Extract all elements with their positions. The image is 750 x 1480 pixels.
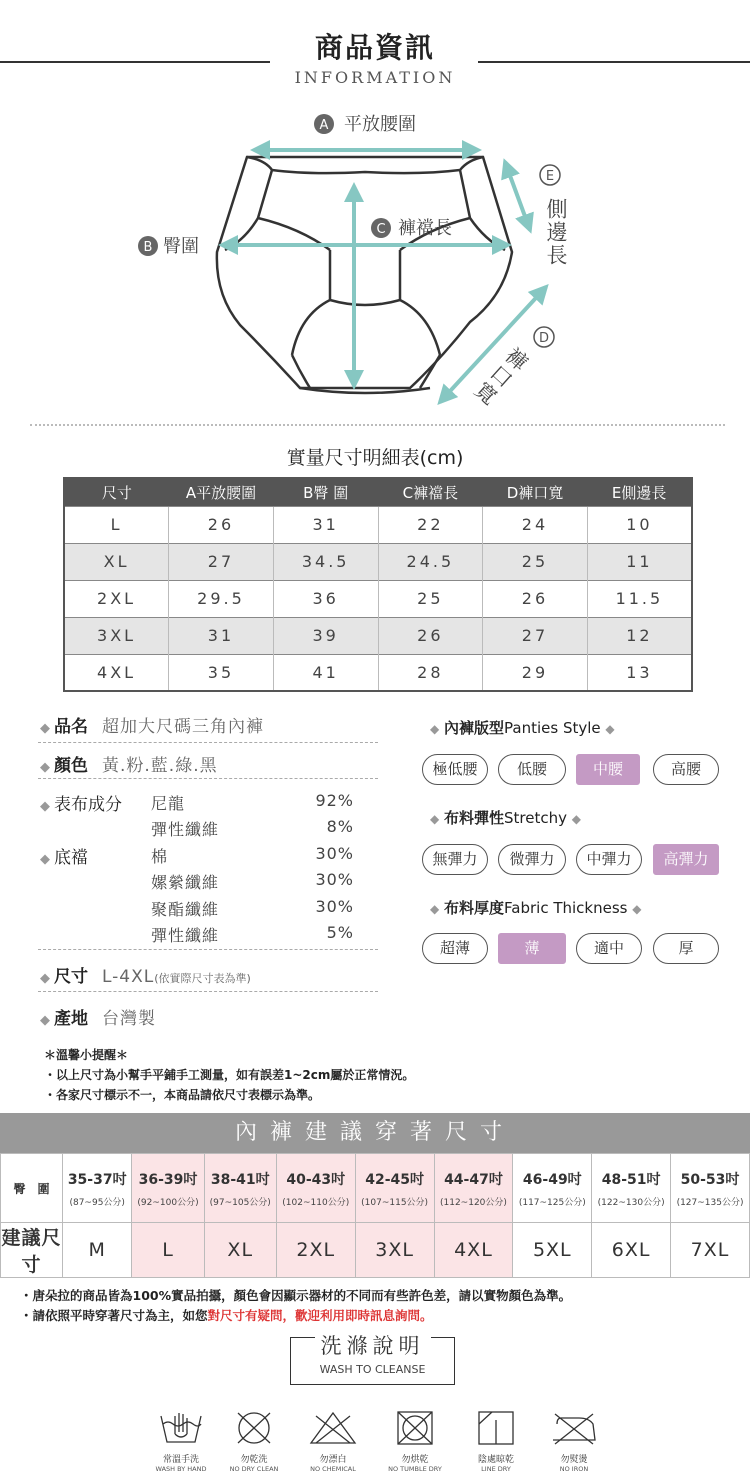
hip-cell: 50-53吋 (127~135公分): [671, 1154, 750, 1223]
table-cell: 36: [273, 580, 378, 617]
product-name-value: 超加大尺碼三角內褲: [102, 717, 264, 737]
hip-cell: 44-47吋 (112~120公分): [434, 1154, 513, 1223]
material-name: 尼龍: [151, 794, 186, 813]
hip-cell: 38-41吋 (97~105公分): [204, 1154, 276, 1223]
thickness-option: 厚: [653, 933, 719, 964]
table-cell: 11: [587, 543, 692, 580]
table-row: [64, 580, 692, 617]
thickness-option-selected: 薄: [498, 933, 566, 964]
hip-cell: 40-43吋 (102~110公分): [276, 1154, 355, 1223]
product-color-label: 顏色: [54, 756, 88, 776]
table-cell: 4XL: [64, 654, 169, 691]
wash-title: 洗滌說明: [315, 1330, 431, 1360]
table-cell: 29: [483, 654, 588, 691]
recommend-title: 內褲建議穿著尺寸: [0, 1113, 750, 1153]
table-cell: 2XL: [64, 580, 169, 617]
material-name: 棉: [151, 847, 169, 866]
letter-a: A: [319, 118, 329, 133]
hip-cell: 46-49吋 (117~125公分): [513, 1154, 592, 1223]
diamond-icon: ◆: [40, 1013, 50, 1028]
label-e: 側邊長: [544, 198, 568, 267]
divider: [38, 778, 378, 779]
table-cell: 22: [378, 506, 483, 543]
size-cell: 7XL: [671, 1223, 750, 1278]
wash-title-box: [290, 1334, 455, 1385]
table-cell: 26: [378, 617, 483, 654]
material-pct: 30%: [315, 870, 354, 889]
header-cell: D褲口寬: [483, 478, 588, 506]
letter-e: E: [545, 169, 555, 184]
panties-measure-diagram: [0, 100, 750, 420]
material-name: 彈性纖維: [151, 820, 220, 839]
footer-note: ・請依照平時穿著尺寸為主，如您對尺寸有疑問，歡迎利用即時訊息詢問。: [20, 1308, 433, 1323]
hip-label: 臀 圍: [1, 1154, 63, 1223]
recommend-table: [0, 1153, 750, 1278]
material-name: 嫘縈纖維: [151, 873, 220, 892]
letter-a-badge: [314, 114, 334, 134]
table-row: [64, 654, 692, 691]
diamond-icon: ◆: [605, 722, 615, 736]
header-cell: A平放腰圍: [169, 478, 274, 506]
diamond-icon: ◆: [40, 852, 50, 867]
size-cell: 6XL: [592, 1223, 671, 1278]
thickness-section-title: ◆ 布料厚度Fabric Thickness ◆: [430, 899, 642, 917]
rise-section-title: ◆ 內褲版型Panties Style ◆: [430, 719, 615, 737]
material-name: 聚酯纖維: [151, 900, 220, 919]
stretch-option: 無彈力: [422, 844, 488, 875]
label-a: 平放腰圍: [344, 114, 416, 135]
diamond-icon: ◆: [571, 812, 582, 826]
table-cell: 11.5: [587, 580, 692, 617]
table-cell: 31: [273, 506, 378, 543]
table-cell: 25: [483, 543, 588, 580]
stretch-option-selected: 高彈力: [653, 844, 719, 875]
table-cell: L: [64, 506, 169, 543]
size-cell: M: [63, 1223, 132, 1278]
size-cell: 4XL: [434, 1223, 513, 1278]
table-row: [64, 506, 692, 543]
table-cell: XL: [64, 543, 169, 580]
table-cell: 24.5: [378, 543, 483, 580]
size-label: 建議尺寸: [1, 1223, 63, 1278]
material-pct: 8%: [326, 817, 354, 836]
table-cell: 25: [378, 580, 483, 617]
divider: [38, 991, 378, 992]
hip-cell: 48-51吋 (122~130公分): [592, 1154, 671, 1223]
size-table-title: 實量尺寸明細表(cm): [286, 447, 464, 469]
size-row: [40, 962, 251, 987]
stretch-section-title: ◆ 布料彈性Stretchy ◆: [430, 809, 582, 827]
hip-cell: 35-37吋 (87~95公分): [63, 1154, 132, 1223]
rise-option-selected: 中腰: [576, 754, 640, 785]
size-cell: 5XL: [513, 1223, 592, 1278]
divider: [38, 949, 378, 950]
letter-b: B: [143, 240, 153, 255]
header-cell: 尺寸: [64, 478, 169, 506]
table-cell: 10: [587, 506, 692, 543]
diamond-icon: ◆: [430, 902, 440, 916]
label-b: 臀圍: [163, 236, 199, 257]
size-cell: XL: [204, 1223, 276, 1278]
fabric-label: 表布成分: [54, 795, 122, 815]
footer-note: ・唐朵拉的商品皆為100%實品拍攝，顏色會因顯示器材的不同而有些許色差，請以實物顏色為準。: [20, 1288, 572, 1303]
table-cell: 24: [483, 506, 588, 543]
hip-cell: 42-45吋 (107~115公分): [355, 1154, 434, 1223]
stretch-option: 微彈力: [498, 844, 566, 875]
table-cell: 27: [169, 543, 274, 580]
table-cell: 28: [378, 654, 483, 691]
header-cell: E側邊長: [587, 478, 692, 506]
product-color-value: 黃.粉.藍.綠.黑: [102, 756, 218, 776]
diamond-icon: ◆: [430, 812, 440, 826]
no-iron-icon: 勿熨燙 NO IRON: [534, 1410, 614, 1473]
table-cell: 27: [483, 617, 588, 654]
table-cell: 29.5: [169, 580, 274, 617]
product-name-row: [40, 712, 264, 737]
reminder-line: ・各家尺寸標示不一，本商品請依尺寸表標示為準。: [44, 1088, 321, 1102]
reminder-title: ＊溫馨小提醒＊: [44, 1048, 129, 1062]
hand-wash-icon: 常溫手洗 WASH BY HAND: [141, 1410, 221, 1473]
material-pct: 92%: [315, 791, 354, 810]
product-name-label: 品名: [54, 717, 88, 737]
diamond-icon: ◆: [632, 902, 642, 916]
wash-title-en: WASH TO CLEANSE: [319, 1363, 426, 1376]
stretch-option: 中彈力: [576, 844, 642, 875]
no-dry-clean-icon: 勿乾洗 NO DRY CLEAN: [214, 1410, 294, 1473]
size-value: L-4XL: [102, 967, 155, 987]
no-bleach-icon: 勿漂白 NO CHEMICAL: [293, 1410, 373, 1473]
letter-e-badge: [540, 165, 560, 185]
origin-label: 產地: [54, 1009, 88, 1029]
crotch-row: [40, 843, 88, 868]
crotch-label: 底襠: [54, 848, 88, 868]
table-cell: 13: [587, 654, 692, 691]
size-cell: 3XL: [355, 1223, 434, 1278]
origin-value: 台灣製: [102, 1009, 156, 1029]
origin-row: [40, 1004, 156, 1029]
letter-b-badge: [138, 236, 158, 256]
panties-outline: [217, 157, 512, 393]
page-subtitle: INFORMATION: [294, 68, 456, 87]
table-row: [1, 1154, 750, 1223]
table-cell: 34.5: [273, 543, 378, 580]
rise-option: 極低腰: [422, 754, 488, 785]
size-cell: L: [132, 1223, 204, 1278]
table-cell: 35: [169, 654, 274, 691]
header-cell: B臀 圍: [273, 478, 378, 506]
diamond-icon: ◆: [40, 799, 50, 814]
material-pct: 30%: [315, 844, 354, 863]
hip-cell: 36-39吋 (92~100公分): [132, 1154, 204, 1223]
table-cell: 3XL: [64, 617, 169, 654]
diamond-icon: ◆: [430, 722, 440, 736]
line-dry-shade-icon: 陰處晾乾 LINE DRY: [456, 1410, 536, 1473]
table-cell: 26: [169, 506, 274, 543]
header-cell: C褲襠長: [378, 478, 483, 506]
table-cell: 26: [483, 580, 588, 617]
diamond-icon: ◆: [40, 971, 50, 986]
table-cell: 41: [273, 654, 378, 691]
thickness-option: 適中: [576, 933, 642, 964]
diamond-icon: ◆: [40, 760, 50, 775]
table-cell: 12: [587, 617, 692, 654]
table-cell: 39: [273, 617, 378, 654]
letter-c: C: [376, 222, 386, 237]
rise-option: 高腰: [653, 754, 719, 785]
table-row: [64, 543, 692, 580]
size-note: (依實際尺寸表為準): [154, 972, 251, 985]
reminder-line: ・以上尺寸為小幫手平鋪手工測量，如有誤差1~2cm屬於正常情況。: [44, 1068, 415, 1082]
thickness-option: 超薄: [422, 933, 488, 964]
label-d: 褲口寬: [468, 342, 533, 410]
diamond-icon: ◆: [40, 721, 50, 736]
product-color-row: [40, 751, 218, 776]
material-name: 彈性纖維: [151, 926, 220, 945]
page-title: 商品資訊: [314, 31, 435, 64]
material-pct: 5%: [326, 923, 354, 942]
rise-option: 低腰: [498, 754, 566, 785]
size-table-header: [64, 478, 692, 506]
section-divider: [30, 424, 725, 426]
no-tumble-dry-icon: 勿烘乾 NO TUMBLE DRY: [375, 1410, 455, 1473]
size-label: 尺寸: [54, 967, 88, 987]
material-pct: 30%: [315, 897, 354, 916]
divider: [38, 742, 378, 743]
letter-d: D: [538, 331, 550, 346]
size-table: [63, 477, 693, 692]
table-cell: 31: [169, 617, 274, 654]
table-row: [1, 1223, 750, 1278]
letter-d-badge: [534, 327, 554, 347]
table-row: [64, 617, 692, 654]
fabric-row: [40, 790, 122, 815]
size-cell: 2XL: [276, 1223, 355, 1278]
letter-c-badge: [371, 218, 391, 238]
label-c: 褲襠長: [398, 218, 452, 239]
